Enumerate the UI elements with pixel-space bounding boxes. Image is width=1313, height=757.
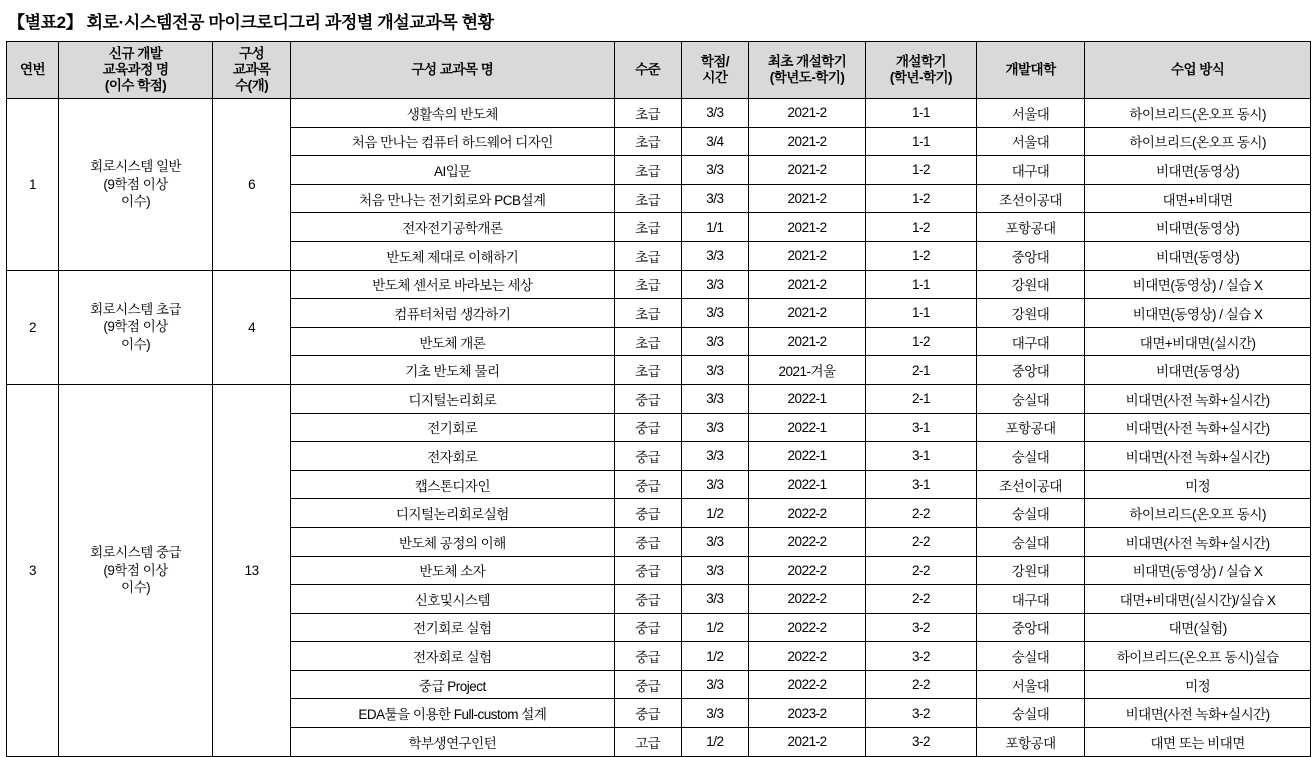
- course-credit-cell: 3/3: [681, 241, 748, 270]
- course-first-term-cell: 2023-2: [749, 699, 866, 728]
- group-number: 2: [7, 270, 59, 384]
- course-name-cell: 중급 Project: [291, 670, 614, 699]
- course-university-cell: 중앙대: [976, 356, 1084, 385]
- course-first-term-cell: 2021-2: [749, 327, 866, 356]
- course-university-cell: 조선이공대: [976, 470, 1084, 499]
- course-university-cell: 중앙대: [976, 613, 1084, 642]
- course-credit-cell: 1/2: [681, 728, 748, 757]
- course-method-cell: 비대면(동영상) / 실습 X: [1085, 270, 1311, 299]
- course-name-cell: 생활속의 반도체: [291, 99, 614, 128]
- group-course-count: 6: [213, 99, 291, 271]
- course-first-term-cell: 2022-2: [749, 642, 866, 671]
- course-credit-cell: 3/4: [681, 127, 748, 156]
- header-line: 교과목: [232, 61, 271, 77]
- program-name-line: (9학점 이상: [103, 176, 168, 192]
- course-name-cell: 학부생연구인턴: [291, 728, 614, 757]
- course-level-cell: 초급: [614, 270, 681, 299]
- course-level-cell: 중급: [614, 470, 681, 499]
- course-first-term-cell: 2021-2: [749, 299, 866, 328]
- course-first-term-cell: 2021-2: [749, 156, 866, 185]
- course-open-term-cell: 1-1: [866, 99, 977, 128]
- header-line: 연번: [19, 61, 46, 77]
- course-credit-cell: 3/3: [681, 699, 748, 728]
- course-first-term-cell: 2022-1: [749, 442, 866, 471]
- course-open-term-cell: 3-2: [866, 642, 977, 671]
- header-cell-no: [7, 42, 59, 99]
- course-first-term-cell: 2021-2: [749, 99, 866, 128]
- course-name-cell: 반도체 공정의 이해: [291, 527, 614, 556]
- header-cell-first-term: [749, 42, 866, 99]
- course-level-cell: 중급: [614, 384, 681, 413]
- course-method-cell: 하이브리드(온오프 동시): [1085, 99, 1311, 128]
- course-credit-cell: 1/2: [681, 499, 748, 528]
- course-university-cell: 숭실대: [976, 527, 1084, 556]
- course-level-cell: 중급: [614, 642, 681, 671]
- course-first-term-cell: 2021-2: [749, 270, 866, 299]
- course-credit-cell: 3/3: [681, 585, 748, 614]
- course-university-cell: 숭실대: [976, 384, 1084, 413]
- course-first-term-cell: 2022-2: [749, 585, 866, 614]
- course-university-cell: 숭실대: [976, 442, 1084, 471]
- course-credit-cell: 3/3: [681, 442, 748, 471]
- course-method-cell: 하이브리드(온오프 동시): [1085, 127, 1311, 156]
- course-name-cell: 전자회로 실험: [291, 642, 614, 671]
- course-level-cell: 중급: [614, 699, 681, 728]
- table-body: [7, 99, 1311, 757]
- course-name-cell: 전자전기공학개론: [291, 213, 614, 242]
- course-credit-cell: 3/3: [681, 270, 748, 299]
- course-level-cell: 초급: [614, 241, 681, 270]
- course-first-term-cell: 2022-1: [749, 384, 866, 413]
- group-program-name: [59, 270, 213, 384]
- course-open-term-cell: 3-2: [866, 613, 977, 642]
- course-level-cell: 중급: [614, 556, 681, 585]
- course-university-cell: 대구대: [976, 327, 1084, 356]
- course-university-cell: 서울대: [976, 127, 1084, 156]
- course-university-cell: 대구대: [976, 156, 1084, 185]
- course-name-cell: 전기회로: [291, 413, 614, 442]
- header-line: 신규 개발: [108, 45, 163, 61]
- course-university-cell: 강원대: [976, 299, 1084, 328]
- course-first-term-cell: 2021-2: [749, 127, 866, 156]
- course-method-cell: 미정: [1085, 470, 1311, 499]
- course-open-term-cell: 1-2: [866, 213, 977, 242]
- course-university-cell: 중앙대: [976, 241, 1084, 270]
- program-name-line: 이수): [121, 580, 151, 596]
- course-level-cell: 초급: [614, 356, 681, 385]
- table-header: [7, 42, 1311, 99]
- course-name-cell: 캡스톤디자인: [291, 470, 614, 499]
- course-name-cell: 전기회로 실험: [291, 613, 614, 642]
- header-line: 교육과정 명: [102, 61, 169, 77]
- course-method-cell: 비대면(사전 녹화+실시간): [1085, 442, 1311, 471]
- course-level-cell: 중급: [614, 499, 681, 528]
- course-open-term-cell: 2-1: [866, 384, 977, 413]
- course-first-term-cell: 2022-2: [749, 499, 866, 528]
- course-first-term-cell: 2021-2: [749, 241, 866, 270]
- course-level-cell: 중급: [614, 527, 681, 556]
- program-name-line: 회로시스템 중급: [90, 544, 182, 560]
- page-title: 【별표2】 회로·시스템전공 마이크로디그리 과정별 개설교과목 현황: [8, 13, 494, 32]
- header-cell-count: [213, 42, 291, 99]
- program-name-line: 회로시스템 일반: [90, 158, 182, 174]
- course-university-cell: 대구대: [976, 585, 1084, 614]
- program-name-line: 이수): [121, 194, 151, 210]
- program-name-line: (9학점 이상: [103, 562, 168, 578]
- course-open-term-cell: 3-2: [866, 699, 977, 728]
- course-name-cell: 전자회로: [291, 442, 614, 471]
- header-line: 구성: [239, 45, 265, 61]
- course-name-cell: 디지털논리회로: [291, 384, 614, 413]
- course-name-cell: 기초 반도체 물리: [291, 356, 614, 385]
- course-open-term-cell: 1-2: [866, 184, 977, 213]
- course-name-cell: 반도체 제대로 이해하기: [291, 241, 614, 270]
- header-line: 수업 방식: [1170, 61, 1225, 77]
- course-university-cell: 강원대: [976, 556, 1084, 585]
- course-open-term-cell: 3-1: [866, 470, 977, 499]
- course-university-cell: 포항공대: [976, 413, 1084, 442]
- course-open-term-cell: 2-1: [866, 356, 977, 385]
- course-level-cell: 중급: [614, 613, 681, 642]
- header-cell-open-term: [866, 42, 977, 99]
- course-open-term-cell: 2-2: [866, 585, 977, 614]
- course-level-cell: 초급: [614, 127, 681, 156]
- header-line: 최초 개설학기: [767, 53, 847, 69]
- header-row: [7, 42, 1311, 99]
- course-first-term-cell: 2021-겨울: [749, 356, 866, 385]
- course-level-cell: 중급: [614, 413, 681, 442]
- course-method-cell: 비대면(동영상): [1085, 241, 1311, 270]
- course-method-cell: 비대면(사전 녹화+실시간): [1085, 413, 1311, 442]
- course-method-cell: 비대면(동영상): [1085, 213, 1311, 242]
- course-name-cell: 컴퓨터처럼 생각하기: [291, 299, 614, 328]
- header-line: 구성 교과목 명: [411, 61, 494, 77]
- course-method-cell: 대면+비대면: [1085, 184, 1311, 213]
- course-method-cell: 비대면(사전 녹화+실시간): [1085, 527, 1311, 556]
- course-method-cell: 대면+비대면(실시간)/실습 X: [1085, 585, 1311, 614]
- course-open-term-cell: 1-2: [866, 327, 977, 356]
- course-method-cell: 대면(실험): [1085, 613, 1311, 642]
- course-level-cell: 초급: [614, 156, 681, 185]
- group-number: 1: [7, 99, 59, 271]
- course-method-cell: 하이브리드(온오프 동시): [1085, 499, 1311, 528]
- course-open-term-cell: 1-2: [866, 241, 977, 270]
- course-first-term-cell: 2021-2: [749, 728, 866, 757]
- course-name-cell: 디지털논리회로실험: [291, 499, 614, 528]
- course-credit-cell: 3/3: [681, 384, 748, 413]
- course-open-term-cell: 2-2: [866, 527, 977, 556]
- group-course-count: 4: [213, 270, 291, 384]
- course-open-term-cell: 2-2: [866, 499, 977, 528]
- program-name-line: 이수): [121, 337, 151, 353]
- course-first-term-cell: 2022-2: [749, 527, 866, 556]
- course-level-cell: 초급: [614, 184, 681, 213]
- course-method-cell: 비대면(사전 녹화+실시간): [1085, 699, 1311, 728]
- course-credit-cell: 3/3: [681, 527, 748, 556]
- course-level-cell: 중급: [614, 442, 681, 471]
- course-level-cell: 고급: [614, 728, 681, 757]
- course-open-term-cell: 3-2: [866, 728, 977, 757]
- course-name-cell: 처음 만나는 전기회로와 PCB설계: [291, 184, 614, 213]
- course-level-cell: 초급: [614, 213, 681, 242]
- course-university-cell: 숭실대: [976, 642, 1084, 671]
- course-university-cell: 강원대: [976, 270, 1084, 299]
- course-first-term-cell: 2021-2: [749, 184, 866, 213]
- group-program-name: [59, 384, 213, 756]
- header-line: (학년-학기): [889, 70, 953, 85]
- course-level-cell: 초급: [614, 99, 681, 128]
- course-name-cell: 처음 만나는 컴퓨터 하드웨어 디자인: [291, 127, 614, 156]
- course-method-cell: 비대면(동영상) / 실습 X: [1085, 299, 1311, 328]
- group-course-count: 13: [213, 384, 291, 756]
- course-method-cell: 비대면(동영상): [1085, 356, 1311, 385]
- header-line: (학년도-학기): [769, 70, 845, 85]
- program-name-line: 회로시스템 초급: [90, 301, 182, 317]
- course-open-term-cell: 2-2: [866, 670, 977, 699]
- course-credit-cell: 1/2: [681, 613, 748, 642]
- course-name-cell: 반도체 개론: [291, 327, 614, 356]
- course-credit-cell: 3/3: [681, 356, 748, 385]
- course-first-term-cell: 2022-2: [749, 556, 866, 585]
- course-credit-cell: 3/3: [681, 470, 748, 499]
- course-university-cell: 숭실대: [976, 699, 1084, 728]
- header-cell-course: [291, 42, 614, 99]
- course-level-cell: 초급: [614, 299, 681, 328]
- header-line: 학점/: [700, 53, 730, 69]
- course-open-term-cell: 3-1: [866, 413, 977, 442]
- course-name-cell: AI입문: [291, 156, 614, 185]
- course-credit-cell: 3/3: [681, 556, 748, 585]
- course-open-term-cell: 1-1: [866, 270, 977, 299]
- course-first-term-cell: 2021-2: [749, 213, 866, 242]
- course-name-cell: EDA툴을 이용한 Full-custom 설계: [291, 699, 614, 728]
- course-first-term-cell: 2022-2: [749, 670, 866, 699]
- course-credit-cell: 3/3: [681, 670, 748, 699]
- course-method-cell: 하이브리드(온오프 동시)실습: [1085, 642, 1311, 671]
- course-credit-cell: 1/2: [681, 642, 748, 671]
- course-credit-cell: 3/3: [681, 184, 748, 213]
- program-name-line: (9학점 이상: [103, 319, 168, 335]
- course-method-cell: 대면 또는 비대면: [1085, 728, 1311, 757]
- course-first-term-cell: 2022-2: [749, 613, 866, 642]
- course-credit-cell: 3/3: [681, 99, 748, 128]
- course-name-cell: 반도체 소자: [291, 556, 614, 585]
- course-level-cell: 중급: [614, 670, 681, 699]
- course-method-cell: 비대면(동영상): [1085, 156, 1311, 185]
- course-name-cell: 반도체 센서로 바라보는 세상: [291, 270, 614, 299]
- course-open-term-cell: 1-1: [866, 127, 977, 156]
- header-line: 수(개): [235, 78, 269, 94]
- course-first-term-cell: 2022-1: [749, 413, 866, 442]
- table-row: [7, 384, 1311, 413]
- header-line: (이수 학점): [104, 78, 167, 94]
- group-number: 3: [7, 384, 59, 756]
- header-cell-univ: [976, 42, 1084, 99]
- course-first-term-cell: 2022-1: [749, 470, 866, 499]
- course-open-term-cell: 2-2: [866, 556, 977, 585]
- course-method-cell: 비대면(동영상) / 실습 X: [1085, 556, 1311, 585]
- header-line: 개설학기: [895, 53, 947, 69]
- course-method-cell: 대면+비대면(실시간): [1085, 327, 1311, 356]
- table-row: [7, 99, 1311, 128]
- course-open-term-cell: 3-1: [866, 442, 977, 471]
- course-credit-cell: 3/3: [681, 299, 748, 328]
- course-university-cell: 포항공대: [976, 728, 1084, 757]
- header-line: 시간: [702, 70, 728, 85]
- header-cell-method: [1085, 42, 1311, 99]
- header-cell-program: [59, 42, 213, 99]
- course-university-cell: 포항공대: [976, 213, 1084, 242]
- header-cell-level: [614, 42, 681, 99]
- curriculum-table: [6, 41, 1311, 757]
- header-line: 개발대학: [1005, 61, 1056, 77]
- course-credit-cell: 3/3: [681, 327, 748, 356]
- course-university-cell: 조선이공대: [976, 184, 1084, 213]
- course-open-term-cell: 1-2: [866, 156, 977, 185]
- course-university-cell: 서울대: [976, 99, 1084, 128]
- header-cell-credit: [681, 42, 748, 99]
- course-open-term-cell: 1-1: [866, 299, 977, 328]
- course-university-cell: 서울대: [976, 670, 1084, 699]
- course-level-cell: 초급: [614, 327, 681, 356]
- course-name-cell: 신호및시스템: [291, 585, 614, 614]
- table-row: [7, 270, 1311, 299]
- course-method-cell: 미정: [1085, 670, 1311, 699]
- course-credit-cell: 1/1: [681, 213, 748, 242]
- course-credit-cell: 3/3: [681, 156, 748, 185]
- course-university-cell: 숭실대: [976, 499, 1084, 528]
- course-method-cell: 비대면(사전 녹화+실시간): [1085, 384, 1311, 413]
- header-line: 수준: [635, 61, 661, 77]
- group-program-name: [59, 99, 213, 271]
- course-credit-cell: 3/3: [681, 413, 748, 442]
- course-level-cell: 중급: [614, 585, 681, 614]
